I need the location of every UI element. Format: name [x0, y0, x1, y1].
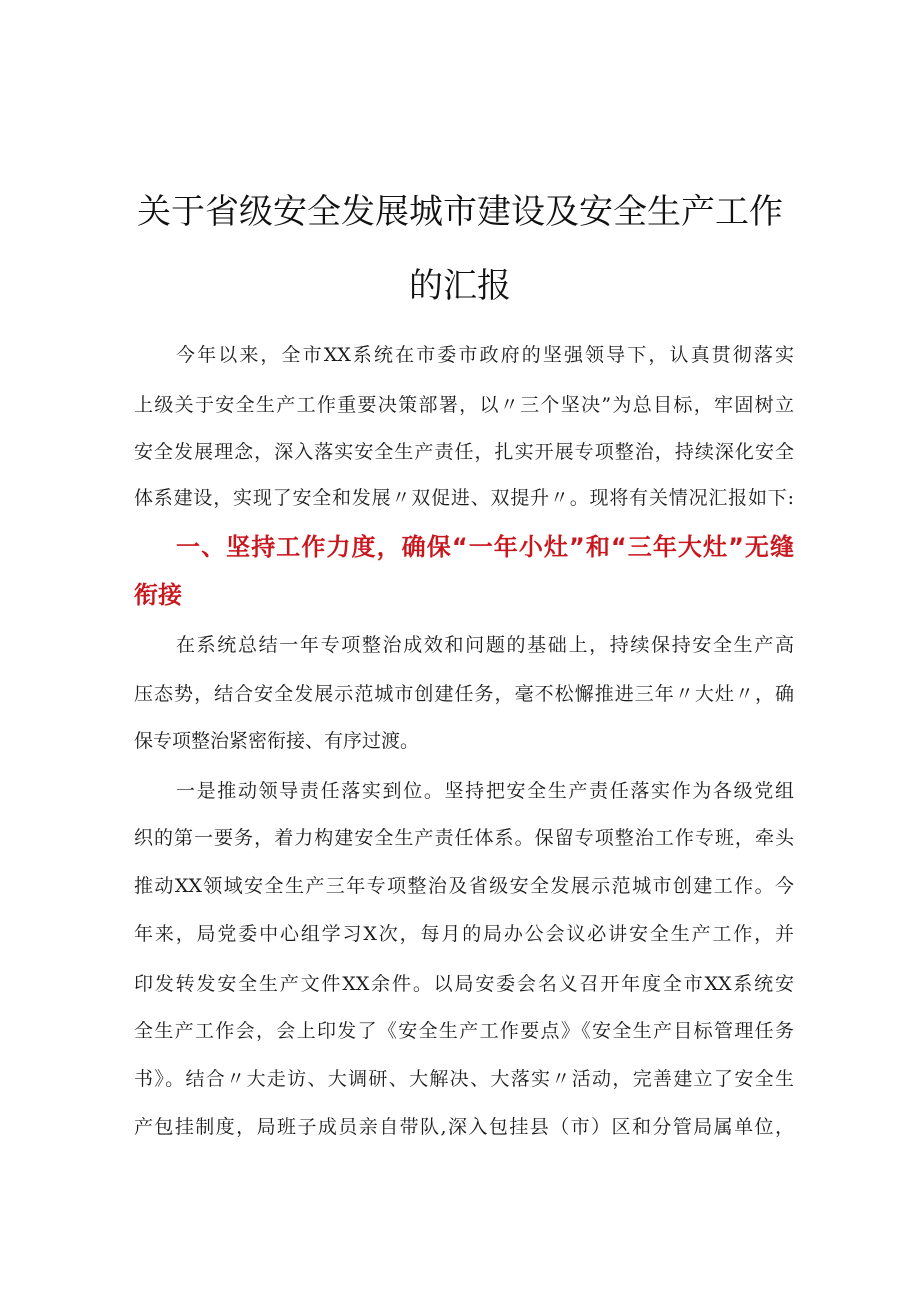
- document-title-line-1: 关于省级安全发展城市建设及安全生产工作: [137, 192, 783, 232]
- para3-line-7: 书》。结合〃大走访、大调研、大解决、大落实〃活动，完善建立了安全生: [134, 1068, 794, 1090]
- document-title-line-2: 的汇报: [409, 266, 511, 306]
- intro-line-1: 今年以来，全市XX系统在市委市政府的坚强领导下，认真贯彻落实: [176, 344, 794, 366]
- para3-line-5: 印发转发安全生产文件XX余件。以局安委会名义召开年度全市XX系统安: [134, 973, 794, 995]
- para3-line-4: 年来，局党委中心组学习X次，每月的局办公会议必讲安全生产工作，并: [134, 923, 794, 945]
- para3-line-6: 全生产工作会，会上印发了《安全生产工作要点》《安全生产目标管理任务: [134, 1020, 794, 1042]
- section-heading-line-1: 一、坚持工作力度，确保“一年小灶”和“三年大灶”无缝: [176, 533, 794, 561]
- para2-line-3: 保专项整治紧密衔接、有序过渡。: [134, 730, 420, 752]
- para3-line-8: 产包挂制度，局班子成员亲自带队,深入包挂县（市）区和分管局属单位，: [134, 1116, 794, 1138]
- intro-line-2: 上级关于安全生产工作重要决策部署，以〃三个坚决”为总目标，牢固树立: [134, 394, 794, 416]
- para2-line-2: 压态势，结合安全发展示范城市创建任务，毫不松懈推进三年〃大灶〃，确: [134, 683, 794, 705]
- intro-line-4: 体系建设，实现了安全和发展〃双促进、双提升〃。现将有关情况汇报如下:: [134, 487, 794, 509]
- para3-line-1: 一是推动领导责任落实到位。坚持把安全生产责任落实作为各级党组: [176, 780, 794, 802]
- intro-line-3: 安全发展理念，深入落实安全生产责任，扎实开展专项整治，持续深化安全: [134, 441, 794, 463]
- section-heading-line-2: 衔接: [134, 581, 182, 609]
- para2-line-1: 在系统总结一年专项整治成效和问题的基础上，持续保持安全生产高: [176, 634, 794, 656]
- para3-line-3: 推动XX领域安全生产三年专项整治及省级安全发展示范城市创建工作。今: [134, 875, 794, 897]
- para3-line-2: 织的第一要务，着力构建安全生产责任体系。保留专项整治工作专班，牵头: [134, 827, 794, 849]
